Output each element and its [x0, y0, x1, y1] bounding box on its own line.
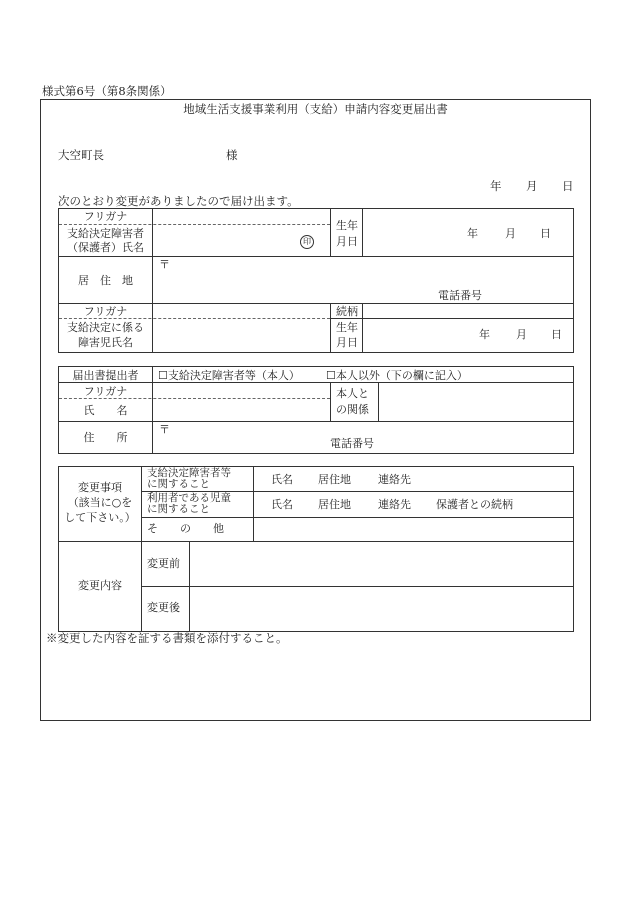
submitter-label: 届出書提出者	[72, 369, 139, 382]
child-birth-day: 日	[551, 328, 562, 341]
change-row1-label-1: 支給決定障害者等	[147, 467, 231, 479]
child-name-label-2: 障害児氏名	[78, 336, 133, 349]
change-items-label-3: して下さい。）	[64, 511, 136, 524]
change-row1-option-name[interactable]: 氏名	[271, 473, 293, 486]
applicant-name-label-1: 支給決定障害者	[67, 227, 144, 240]
intro-text: 次のとおり変更がありましたので届け出ます。	[58, 194, 299, 208]
filing-year-label: 年	[490, 179, 502, 193]
child-birth-month: 月	[516, 328, 527, 341]
applicant-birth-month: 月	[505, 227, 516, 240]
addressee-name: 大空町長	[58, 148, 104, 162]
form-number: 様式第6号（第8条関係）	[42, 84, 172, 98]
seal-mark: 印	[300, 235, 314, 249]
change-items-label-1: 変更事項	[78, 481, 122, 494]
applicant-address-label: 居 住 地	[78, 274, 133, 287]
child-birth-label-2: 月日	[336, 336, 358, 349]
applicant-birth-label-2: 月日	[336, 235, 358, 248]
applicant-birth-year: 年	[467, 227, 478, 240]
change-before-label: 変更前	[147, 557, 180, 570]
applicant-furigana-label: フリガナ	[83, 210, 128, 223]
change-after-label: 変更後	[147, 601, 180, 614]
change-row2-option-address[interactable]: 居住地	[318, 498, 351, 511]
filing-day-label: 日	[562, 179, 574, 193]
change-row1-label-2: に関すること	[147, 478, 210, 490]
submitter-option-other[interactable]: ☐本人以外（下の欄に記入）	[326, 369, 468, 382]
child-furigana-label: フリガナ	[83, 305, 128, 318]
change-row2-option-contact[interactable]: 連絡先	[378, 498, 411, 511]
change-row2-label-2: に関すること	[147, 503, 210, 515]
change-row1-option-address[interactable]: 居住地	[318, 473, 351, 486]
change-items-label-2: （該当に○を	[67, 496, 133, 509]
child-name-label-1: 支給決定に係る	[67, 321, 144, 334]
filing-month-label: 月	[526, 179, 538, 193]
child-birth-year: 年	[479, 328, 490, 341]
applicant-phone-label: 電話番号	[438, 289, 482, 302]
addressee-honorific: 様	[226, 148, 238, 162]
applicant-birth-label-1: 生年	[336, 219, 358, 232]
child-relation-label: 続柄	[336, 305, 358, 318]
submitter-phone-label: 電話番号	[330, 437, 374, 450]
change-row2-option-relation[interactable]: 保護者との続柄	[436, 498, 513, 511]
change-row2-label-1: 利用者である児童	[147, 492, 231, 504]
applicant-birth-day: 日	[540, 227, 551, 240]
change-content-label: 変更内容	[78, 579, 122, 592]
change-row2-option-name[interactable]: 氏名	[271, 498, 293, 511]
submitter-relation-label-1: 本人と	[336, 387, 369, 400]
change-row1-option-contact[interactable]: 連絡先	[378, 473, 411, 486]
attachment-note: ※変更した内容を証する書類を添付すること。	[46, 631, 288, 645]
submitter-option-self[interactable]: ☐支給決定障害者等（本人）	[158, 369, 300, 382]
submitter-furigana-label: フリガナ	[83, 385, 128, 398]
applicant-name-label-2: （保護者）氏名	[67, 241, 144, 254]
submitter-relation-label-2: の関係	[336, 403, 369, 416]
submitter-address-label: 住 所	[83, 431, 128, 444]
applicant-postal-mark: 〒	[159, 258, 170, 271]
change-row3-label: そ の 他	[147, 522, 224, 535]
submitter-postal-mark: 〒	[159, 423, 170, 436]
child-birth-label-1: 生年	[336, 321, 358, 334]
submitter-name-label: 氏 名	[83, 404, 128, 417]
form-title: 地域生活支援事業利用（支給）申請内容変更届出書	[183, 102, 448, 116]
